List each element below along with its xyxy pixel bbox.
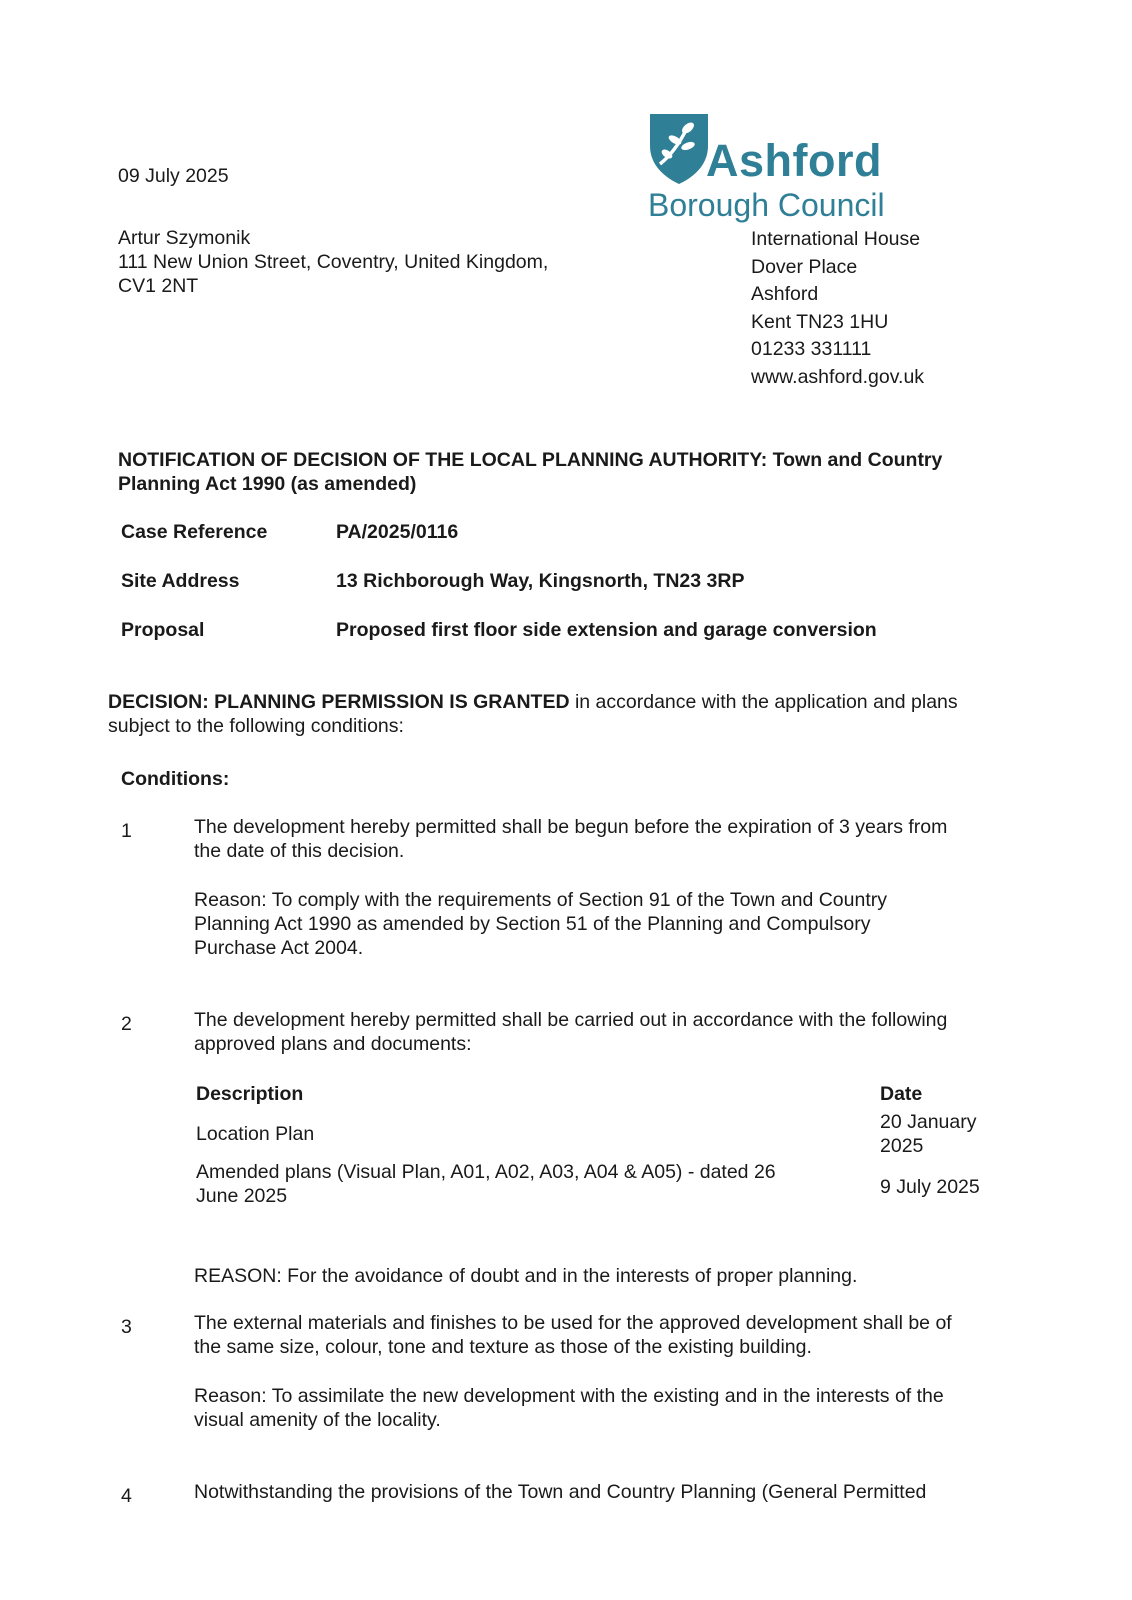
condition-text: The development hereby permitted shall be begun before the expiration of 3 years from the date of this decision.: [194, 816, 948, 862]
council-phone: 01233 331111: [751, 338, 872, 360]
letter-date: 09 July 2025: [118, 165, 229, 187]
condition-reason: REASON: For the avoidance of doubt and in the interests of proper planning.: [194, 1265, 858, 1287]
council-address-line: Kent TN23 1HU: [751, 310, 889, 333]
condition-number: 2: [121, 1013, 132, 1035]
decision-statement: DECISION: PLANNING PERMISSION IS GRANTED in accordance with the application and plans subject to the following conditions:: [108, 691, 958, 737]
recipient-name: Artur Szymonik: [118, 227, 251, 249]
council-address-block: [751, 226, 924, 391]
recipient-address-line: 111 New Union Street, Coventry, United Kingdom,: [118, 251, 549, 273]
condition-reason: Reason: To comply with the requirements of Section 91 of the Town and Country Planning Act 1990 as amended by Section 51 of the Planning and Compulsory Purchase Act 2004.: [194, 889, 888, 959]
condition-text: Notwithstanding the provisions of the Town and Country Planning (General Permitted: [194, 1481, 927, 1503]
condition-text: The development hereby permitted shall be carried out in accordance with the following approved plans and documents:: [194, 1009, 948, 1055]
condition-number: 3: [121, 1316, 132, 1338]
council-website: www.ashford.gov.uk: [751, 365, 925, 388]
condition-number: 4: [121, 1485, 132, 1507]
plans-row-description: Location Plan: [196, 1123, 315, 1145]
condition-reason: Reason: To assimilate the new development with the existing and in the interests of the visual amenity of the locality.: [194, 1385, 944, 1431]
proposal-value: Proposed first floor side extension and garage conversion: [336, 619, 877, 641]
proposal-label: Proposal: [121, 619, 205, 641]
decision-heading: DECISION: PLANNING PERMISSION IS GRANTED: [108, 691, 570, 713]
plans-header-date: Date: [880, 1083, 923, 1105]
condition-number: 1: [121, 820, 132, 842]
council-address-line: Ashford: [751, 283, 819, 305]
condition-text: The external materials and finishes to be used for the approved development shall be of the same size, colour, tone and texture as those of the existing building.: [194, 1312, 952, 1358]
notice-title: NOTIFICATION OF DECISION OF THE LOCAL PLANNING AUTHORITY: Town and Country Planning Act 1990 (as amended): [118, 449, 943, 495]
recipient-block: [118, 226, 548, 298]
case-reference-label: Case Reference: [121, 521, 268, 543]
logo-word-borough-council: Borough Council: [648, 187, 885, 223]
leaf-shield-icon: [648, 112, 710, 186]
plans-row-date: 20 January 2025: [880, 1111, 977, 1157]
site-address-label: Site Address: [121, 570, 240, 592]
case-reference-value: PA/2025/0116: [336, 521, 459, 543]
council-address-line: Dover Place: [751, 255, 858, 278]
plans-row-date: 9 July 2025: [880, 1176, 980, 1198]
site-address-value: 13 Richborough Way, Kingsnorth, TN23 3RP: [336, 570, 745, 592]
recipient-address-line: CV1 2NT: [118, 275, 199, 297]
logo-word-ashford: Ashford: [706, 135, 882, 186]
council-logo: [648, 112, 898, 228]
conditions-heading: Conditions:: [121, 768, 230, 790]
plans-row-description: Amended plans (Visual Plan, A01, A02, A03, A04 & A05) - dated 26 June 2025: [196, 1161, 776, 1207]
plans-header-description: Description: [196, 1083, 304, 1105]
council-address-line: International House: [751, 228, 921, 250]
